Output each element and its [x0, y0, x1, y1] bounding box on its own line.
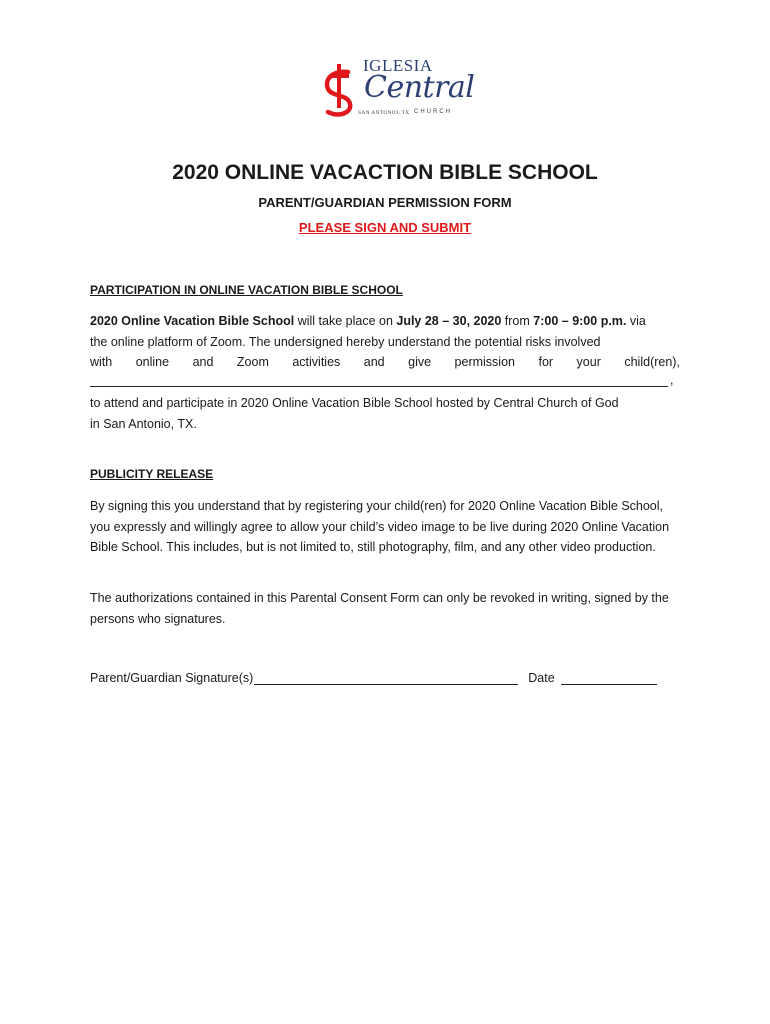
signature-field[interactable] — [254, 670, 518, 685]
child-name-field[interactable] — [90, 372, 680, 387]
form-subtitle: PARENT/GUARDIAN PERMISSION FORM — [258, 195, 512, 210]
word: and — [192, 355, 214, 369]
event-dates: July 28 – 30, 2020 — [396, 314, 502, 328]
participation-text-1: will take place on — [294, 314, 397, 328]
child-name-blank-line[interactable] — [90, 372, 668, 387]
logo-location-text: SAN ANTONIO, TX — [358, 110, 410, 116]
word: your — [576, 355, 601, 369]
participation-line-5: to attend and participate in 2020 Online Vacation Bible School hosted by Central Church of God — [90, 396, 619, 410]
cross-s-logo-icon — [318, 62, 362, 118]
participation-paragraph-continued — [90, 393, 680, 434]
church-logo — [318, 56, 475, 124]
participation-paragraph — [90, 311, 680, 373]
logo-church-text: CHURCH — [414, 109, 452, 115]
event-name: 2020 Online Vacation Bible School — [90, 314, 295, 328]
page-title: 2020 ONLINE VACACTION BIBLE SCHOOL — [172, 161, 598, 184]
event-times: 7:00 – 9:00 p.m. — [533, 314, 627, 328]
participation-line-3 — [90, 352, 680, 373]
blank-comma: , — [670, 373, 674, 387]
publicity-paragraph-2: The authorizations contained in this Parental Consent Form can only be revoked in writing, signed by the persons who signatures. — [90, 591, 669, 626]
participation-line-1 — [90, 311, 680, 332]
logo-central-text: Central — [364, 70, 475, 105]
logo-iglesia-text: IGLESIA — [363, 56, 433, 75]
participation-heading: PARTICIPATION IN ONLINE VACATION BIBLE SCHOOL — [90, 283, 403, 297]
participation-text-3: via — [626, 314, 646, 328]
word: child(ren), — [624, 355, 680, 369]
word: online — [135, 355, 170, 369]
participation-line-2: the online platform of Zoom. The undersigned hereby understand the potential risks involved — [90, 334, 601, 349]
publicity-heading: PUBLICITY RELEASE — [90, 467, 214, 481]
participation-text-2: from — [501, 314, 534, 328]
signature-label: Parent/Guardian Signature(s) — [90, 671, 254, 685]
word: permission — [454, 355, 515, 369]
word: with — [90, 355, 113, 369]
word: give — [408, 355, 432, 369]
word: and — [363, 355, 385, 369]
date-label: Date — [528, 671, 555, 685]
publicity-paragraph-1: By signing this you understand that by registering your child(ren) for 2020 Online Vacation Bible School, you expressly and willingly agree to allow your child’s video image to be live during 2020 Online Vacation Bible School. This includes, but is not limited to, still photography, film, and any other video production. — [90, 499, 670, 554]
date-field[interactable] — [561, 670, 657, 685]
signature-row — [90, 670, 657, 685]
sign-instruction: PLEASE SIGN AND SUBMIT — [298, 220, 472, 235]
word: Zoom — [236, 355, 269, 369]
word: activities — [292, 355, 341, 369]
participation-line-6: in San Antonio, TX. — [90, 416, 197, 431]
word: for — [538, 355, 554, 369]
